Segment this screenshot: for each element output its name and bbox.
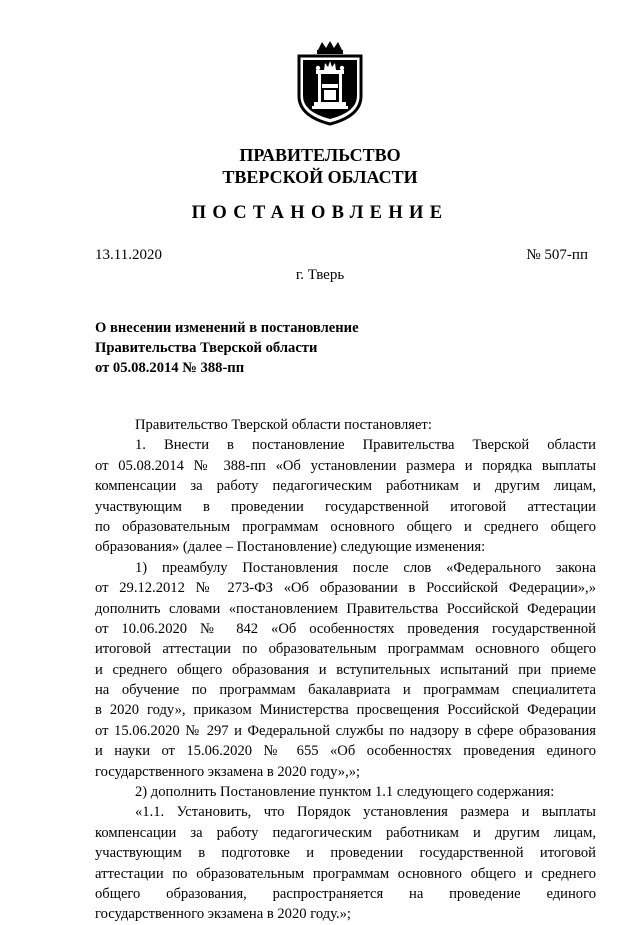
- body-line: аттестации по образовательным программам основного общего и среднего: [95, 865, 596, 882]
- body-line: участвующим в проведении государственной итоговой аттестации: [95, 498, 596, 515]
- body-line: Правительство Тверской области постановляет:: [135, 417, 432, 433]
- body-line: государственного экзамена в 2020 году.»;: [95, 906, 351, 923]
- body-line: от 29.12.2012 № 273-ФЗ «Об образовании в Российской Федерации»,»: [95, 580, 596, 597]
- body-line: от 15.06.2020 № 297 и Федеральной службы по надзору в сфере образования: [95, 722, 596, 739]
- body-line: 1. Внести в постановление Правительства Тверской области: [135, 437, 596, 454]
- body-line: компенсации за работу педагогическим работникам и другим лицам,: [95, 824, 596, 841]
- document-subject: [95, 318, 359, 378]
- subject-line: от 05.08.2014 № 388-пп: [95, 360, 245, 376]
- subject-line: Правительства Тверской области: [95, 340, 318, 356]
- body-line: и науки от 15.06.2020 № 655 «Об особенностях проведения единого: [95, 743, 596, 760]
- body-line: итоговой аттестации по образовательным программам основного общего: [95, 641, 596, 658]
- subject-line: О внесении изменений в постановление: [95, 320, 359, 336]
- coat-of-arms-icon: [294, 40, 366, 126]
- body-line: и среднего общего образования и вступительных испытаний при приеме: [95, 661, 596, 678]
- document-body: [95, 415, 596, 925]
- document-number: № 507-пп: [526, 247, 588, 263]
- body-line: участвующим в подготовке и проведении государственной итоговой: [95, 845, 596, 862]
- body-line: 2) дополнить Постановление пунктом 1.1 следующего содержания:: [135, 784, 555, 801]
- body-line: образования» (далее – Постановление) следующие изменения:: [95, 539, 486, 556]
- document-city: г. Тверь: [295, 267, 345, 283]
- body-line: общего образования, распространяется на проведение единого: [95, 885, 596, 902]
- body-line: от 10.06.2020 № 842 «Об особенностях проведения государственной: [95, 620, 596, 637]
- body-line: «1.1. Установить, что Порядок установления размера и выплаты: [135, 804, 596, 821]
- body-line: государственного экзамена в 2020 году»,»;: [95, 763, 361, 780]
- body-line: на обучение по программам бакалавриата и программам специалитета: [95, 682, 596, 699]
- government-name-line1: ПРАВИТЕЛЬСТВО: [239, 145, 401, 165]
- government-name-line2: ТВЕРСКОЙ ОБЛАСТИ: [222, 167, 418, 187]
- body-line: компенсации за работу педагогическим работникам и другим лицам,: [95, 478, 596, 495]
- body-line: дополнить словами «постановлением Правительства Российской Федерации: [95, 600, 596, 617]
- body-line: от 05.08.2014 № 388-пп «Об установлении размера и порядка выплаты: [95, 457, 596, 474]
- body-line: по образовательным программам основного общего и среднего общего: [95, 518, 596, 535]
- body-line: 1) преамбулу Постановления после слов «Федерального закона: [135, 559, 596, 576]
- document-type: ПОСТАНОВЛЕНИЕ: [191, 203, 449, 223]
- document-date: 13.11.2020: [95, 247, 162, 263]
- body-line: в 2020 году», приказом Министерства просвещения Российской Федерации: [95, 702, 596, 719]
